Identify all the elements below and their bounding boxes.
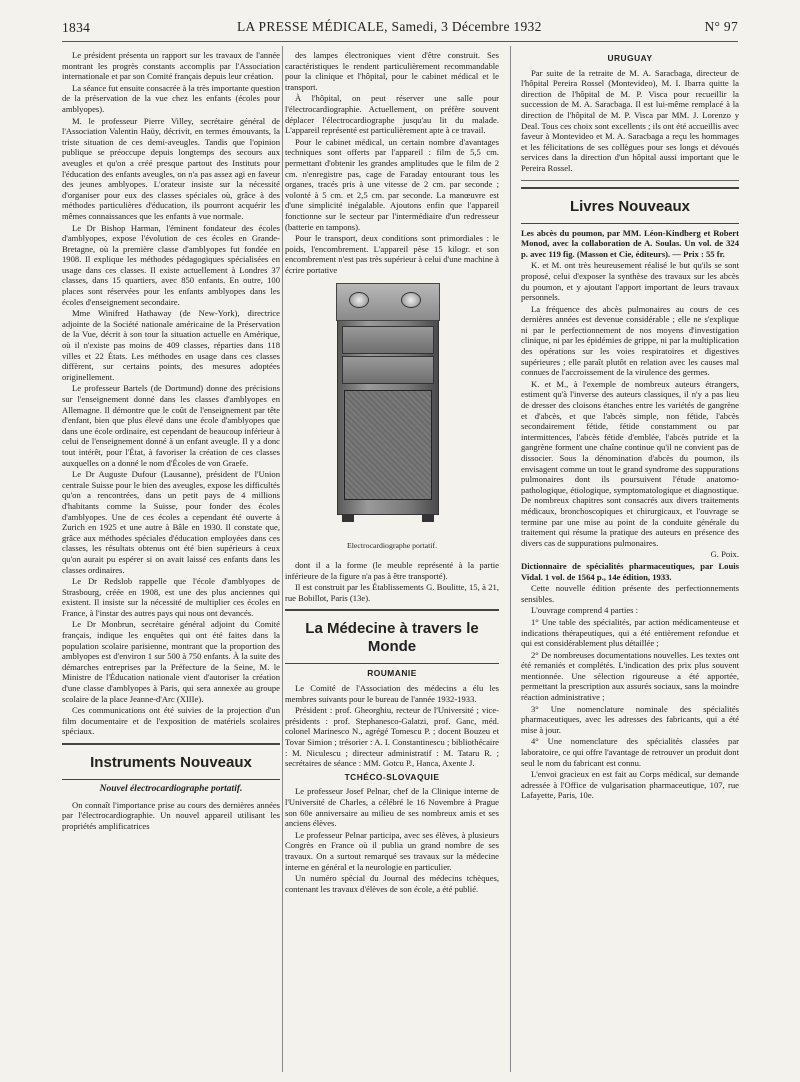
paragraph: M. le professeur Pierre Villey, secrétaire général de l'Association Valentin Haüy, décrivit, en termes émouvants, la triste situation de ces demi-aveugles. Tandis que l'opinion publique se préoccupe depuis longtemps des secours aux aveugles et qu'on a créé presque partout des Instituts pour l'éducation des enfants aveugles, on n'a pas assez agi en faveur des jeunes amblyopes. L'orateur insiste sur la nécessité d'organiser pour eux des classes spéciales où, grâce à des méthodes particulières d'éducation, ils pourront acquérir les mêmes connaissances que les enfants à vue normale. xyxy=(62,115,280,221)
paragraph: Le Dr Auguste Dufour (Lausanne), président de l'Union centrale Suisse pour le bien des aveugles, expose les difficultés qu'on a rencontrées, dans un petit pays de 4 millions d'habitants comme la Suisse, pour fonder des écoles d'amblyopes. Une de ces écoles a cependant été ouverte à Zurich en 1925 et une autre à Bâle en 1930. Il constate que, grâce aux méthodes spéciales d'éducation employées dans ces classes, les résultats obtenus ont été bien supérieurs à ceux qu'on aurait pu espérer si on avait laissé ces enfants dans les classes ordinaires. xyxy=(62,469,280,575)
country-rubric: ROUMANIE xyxy=(367,668,417,679)
issue-number: N° 97 xyxy=(704,19,738,34)
electrocardiograph-cabinet-illustration xyxy=(337,285,439,515)
column-3 xyxy=(521,50,739,1080)
article-subtitle: Nouvel électrocardiographe portatif. xyxy=(99,784,243,794)
column-rule xyxy=(282,46,283,1072)
page-number: 1834 xyxy=(62,20,91,35)
paragraph: Pour le cabinet médical, un certain nombre d'avantages techniques sont offerts par l'appareil : film de 5,5 cm. permettant d'obtenir les grandes amplitudes que le film de 2 cm. n'enregistre pas, cage de Faraday entourant tous les organes, tracés pris à une vitesse de 2 cm. par seconde ; volonté à 5 cm. et 2,5 cm. par seconde. La manœuvre est d'une simplicité inégalable. Ajoutons enfin que l'appareil fonctionne sur le secteur par l'intermédiaire d'un redresseur (batterie en tampons). xyxy=(285,136,499,232)
knob-icon xyxy=(349,292,369,308)
paragraph: Le Dr Monbrun, secrétaire général adjoint du Comité français, indique les enquêtes qui ont été faites dans la population scolaire parisienne, montrant que la proportion des amblyopes est d'environ 1 sur 500 à 750 enfants. À la suite des démarches entreprises par la Préfecture de la Seine, M. le Ministre de l'Éducation nationale vient d'autoriser la création d'une classe d'amblyopes à Paris, qui sera annexée au groupe scolaire de la place Jeanne-d'Arc (XIIIe). xyxy=(62,619,280,704)
paragraph: Le Dr Bishop Harman, l'éminent fondateur des écoles d'amblyopes, expose l'évolution de ces écoles en Grande-Bretagne, où la première classe d'amblyopes fut fondée en 1908. Il explique les méthodes pédagogiques spécialisées en usage dans ces classes. Il existe actuellement à Londres 37 classes, dans 15 quartiers, avec 850 enfants. En outre, 100 places sont réservées pour les enfants amblyopes dans les écoles d'enseignement secondaire. xyxy=(62,222,280,307)
paragraph: L'envoi gracieux en est fait au Corps médical, sur demande adressée à l'Office de vulgarisation pharmaceutique, 107, rue Lafayette, Paris, 10e. xyxy=(521,769,739,801)
cabinet-foot xyxy=(422,514,434,522)
section-title-instruments: Instruments Nouveaux xyxy=(90,754,252,771)
section-heading-box xyxy=(62,743,280,780)
paragraph: On connaît l'importance prise au cours des dernières années par l'électrocardiographie. Un nouvel appareil utilisant les propriétés amplificatrices xyxy=(62,799,280,831)
paragraph: Cette nouvelle édition présente des perfectionnements sensibles. xyxy=(521,583,739,604)
paragraph: 1° Une table des spécialités, par action médicamenteuse et indications thérapeutiques, qui a été entièrement refondue et qui est considérablement plus détaillée ; xyxy=(521,616,739,649)
paragraph: À l'hôpital, on peut réserver une salle pour l'électrocardiographie. Actuellement, on préfère souvent déplacer l'électrocardiographe jusqu'au lit du malade. L'appareil représenté est particulièrement apte à ce travail. xyxy=(285,93,499,136)
paragraph: Président : prof. Gheorghiu, recteur de l'Université ; vice-présidents : prof. Stephanesco-Galatzi, prof. Ganc, méd. colonel Marinesco N., agrégé Tomescu P. ; docent Bouzeu et Tovar Simion ; trésorier : A. I. Constantinescu ; bibliothécaire : M. Niculescu ; directeur administratif : M. Tataru R. ; secrétaires de séance : MM. Gotcu P., Hanca, Axente J. xyxy=(285,705,499,769)
page-header xyxy=(62,18,738,38)
figure-caption: Electrocardiographe portatif. xyxy=(346,541,438,551)
cabinet-foot xyxy=(342,514,354,522)
paragraph: Le président présenta un rapport sur les travaux de l'année montrant les progrès constants accomplis par l'Association internationale et par son Comité français depuis leur création. xyxy=(62,50,280,82)
knob-icon xyxy=(401,292,421,308)
paragraph: Le professeur Pelnar participa, avec ses élèves, à plusieurs Congrès en France où il publia un grand nombre de ses travaux. On a surtout remarqué ses travaux sur la médecine interne en général et la neurologie en particulier. xyxy=(285,829,499,872)
paragraph: Le professeur Bartels (de Dortmund) donne des précisions sur l'enseignement donné dans les classes d'amblyopes en Allemagne. Il démontre que le coût de l'enseignement par tête d'enfant, bien que plus élevé dans une école d'amblyopes que dans une école ordinaire, est cependant de beaucoup inférieur à celui de l'enseignement donné à un enfant aveugle. Il y a donc tout intérêt, pour l'État, à favoriser la création de ces classes auxquelles on a donné le nom d'Écoles de von Graefe. xyxy=(62,383,280,468)
paragraph: Ces communications ont été suivies de la projection d'un film documentaire et de l'exposition de matériels scolaires spéciaux. xyxy=(62,705,280,737)
paragraph: La fréquence des abcès pulmonaires au cours de ces dernières années est devenue considérable ; elle ne s'explique ni par le perfectionnement de nos moyens d'investigation clinique, ni par les épidémies de grippe, ni par la multiplication des opérations sur les voies respiratoires et digestives supérieures ; elle paraît plutôt en relation avec les causes mal connues de l'accroissement de la virulence des germes. xyxy=(521,303,739,378)
paragraph: 4° Une nomenclature des spécialités classées par laboratoire, ce qui offre l'avantage de retrouver un produit dont seul le nom du fabricant est connu. xyxy=(521,736,739,768)
section-heading-box xyxy=(521,187,739,224)
book-title: Dictionnaire de spécialités pharmaceutiques, par Louis Vidal. 1 vol. de 1564 p., 14e édition, 1933. xyxy=(521,560,739,582)
paragraph: 2° De nombreuses documentations nouvelles. Les textes ont été remaniés et complétés. L'indication des prix plus souvent mentionnée. Une sélection rigoureuse a été apportée, permettant la prescription aux assurés sociaux, sans la moindre réaction administrative ; xyxy=(521,649,739,703)
paragraph: 3° Une nomenclature nominale des spécialités pharmaceutiques, avec les adresses des fabricants, qui a été mise à jour. xyxy=(521,703,739,735)
paragraph: Il est construit par les Établissements G. Boulitte, 15, à 21, rue Bobillot, Paris (13e). xyxy=(285,582,499,603)
divider xyxy=(521,180,739,181)
paragraph: des lampes électroniques vient d'être construit. Ses caractéristiques le rendent particulièrement recommandable pour la clinique et l'hôpital, pour le cabinet médical et le transport. xyxy=(285,50,499,92)
column-1 xyxy=(62,50,280,1080)
paragraph: L'ouvrage comprend 4 parties : xyxy=(531,605,639,616)
column-rule xyxy=(510,46,511,1072)
journal-title: LA PRESSE MÉDICALE, Samedi, 3 Décembre 1932 xyxy=(237,19,542,34)
book-title: Les abcès du poumon, par MM. Léon-Kindberg et Robert Monod, avec la collaboration de A. Soulas. Un vol. de 324 p. avec 119 fig. (Masson et Cie, éditeurs). — Prix : 55 fr. xyxy=(521,227,739,259)
country-rubric: TCHÉCO-SLOVAQUIE xyxy=(344,771,440,782)
column-2 xyxy=(285,50,499,1080)
paragraph: Pour le transport, deux conditions sont primordiales : le poids, l'encombrement. L'appareil pèse 15 kilogr. et son encombrement n'est pas très supérieur à celui d'une machine à écrire portative xyxy=(285,233,499,275)
section-title-medecine-monde: La Médecine à travers le Monde xyxy=(305,620,479,656)
country-rubric: URUGUAY xyxy=(607,53,653,63)
cabinet-drawer xyxy=(342,326,434,354)
review-signature: G. Poix. xyxy=(710,549,739,560)
paragraph: K. et M. ont très heureusement réalisé le but qu'ils se sont proposé, celui d'exposer la synthèse des travaux sur les abcès du poumon, et y ajoutant l'apport important de leurs travaux personnels. xyxy=(521,260,739,303)
paragraph: dont il a la forme (le meuble représenté à la partie inférieure de la figure n'a pas à être transporté). xyxy=(285,560,499,581)
cabinet-top xyxy=(336,283,440,321)
paragraph: K. et M., à l'exemple de nombreux auteurs étrangers, estiment qu'à l'inverse des auteurs classiques, il n'y a pas lieu de dresser des cloisons étanches entre les variétés de gangrène et d'abcès, et que l'abcès simple, non fétide, l'abcès secondairement fétide, fétide constamment ou par intermittences, l'abcès fétide d'emblée, l'abcès putride et la gangrène forment une chaîne continue qu'il ne convient pas de dissocier. Sous la dénomination d'abcès du poumon, ils envisagent comme un tout le grand syndrome des suppurations pulmonaires dont ils poursuivent l'étude anatomo-pathologique, étiologique, symptomatologique et diagnostique. De nombreux chapitres sont consacrés aux divers traitements médicaux, bronchoscopiques et chirurgicaux, et l'ouvrage se termine par une mise au point de la conduite générale du traitement qui résume la pratique des auteurs en présence des divers cas de suppurations pulmonaires. xyxy=(521,378,739,548)
paragraph: Un numéro spécial du Journal des médecins tchèques, contenant les travaux d'élèves de son école, a été publié. xyxy=(285,873,499,894)
paragraph: Le professeur Josef Pelnar, chef de la Clinique interne de l'Université de Charles, a célébré le 16 Novembre à Prague son 60e anniversaire au milieu de ses nombreux amis et ses anciens élèves. xyxy=(285,786,499,829)
section-heading-box xyxy=(285,609,499,664)
cabinet-drawer xyxy=(342,356,434,384)
section-title-livres: Livres Nouveaux xyxy=(569,197,691,215)
paragraph: Par suite de la retraite de M. A. Saracbaga, directeur de l'hôpital Pereira Rossel (Montevideo), M. I. Ibarra quitte la direction de l'hôpital de M. P. Visca pour recueillir la succession de M. A. Saracbaga. Il est lui-même remplacé à la direction de l'hôpital de M. P. Visca par MM. J. Lorenzo y Deal. Tous ces choix sont excellents ; ils ont été accueillis avec faveur à Montevideo et M. A. Saracbaga a reçu les hommages et les félicitations de ses collègues pour ses longs et dévoués services dans la direction d'un hôpital aussi important que le Pereira Rossel. xyxy=(521,67,739,173)
electrocardiograph-figure xyxy=(285,281,499,539)
header-rule xyxy=(62,41,738,42)
paragraph: Le Comité de l'Association des médecins a élu les membres suivants pour le bureau de l'année 1932-1933. xyxy=(285,683,499,704)
paragraph: Mme Winifred Hathaway (de New-York), directrice adjointe de la Société nationale américaine de la Préservation de la Vue, décrit à son tour la situation actuelle en Amérique, où il n'existe pas moins de 409 classes, réparties dans 118 villes et 22 États. Les méthodes en usage dans ces classes diffèrent, sur certains points, des mesures adoptées originellement. xyxy=(62,308,280,382)
cabinet-door xyxy=(344,390,432,500)
paragraph: La séance fut ensuite consacrée à la très importante question de la préservation de la vue chez les enfants (écoles pour amblyopes). xyxy=(62,82,280,114)
paragraph: Le Dr Redslob rappelle que l'école d'amblyopes de Strasbourg, créée en 1908, est une des plus anciennes qui existent. Il insiste sur la nécessité de multiplier ces écoles en France, à l'instar des autres pays qui nous ont devancés. xyxy=(62,576,280,618)
